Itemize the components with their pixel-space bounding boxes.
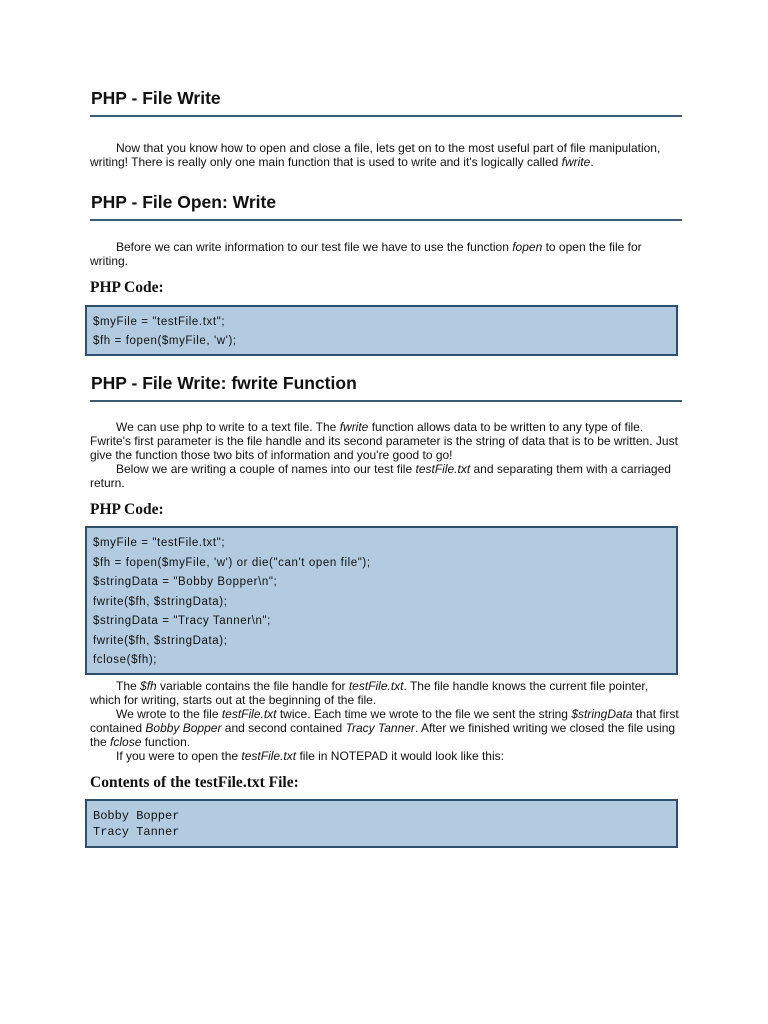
section-title-fwrite-function: PHP - File Write: fwrite Function: [90, 373, 682, 402]
fwrite-paragraph: We can use php to write to a text file. The fwrite function allows data to be written to any type of file. Fwrite's first parameter is the file handle and its second parameter is the string of data that is to be written. Just give the function those two bits of information and you're good to go!: [90, 419, 678, 462]
code-line: $fh = fopen($myFile, 'w') or die("can't open file");: [93, 556, 371, 569]
fopen-paragraph: Before we can write information to our test file we have to use the function fopen to open the file for writing.: [90, 240, 642, 268]
section-title-file-open-write: PHP - File Open: Write: [90, 192, 682, 221]
code-line: fwrite($fh, $stringData);: [93, 595, 228, 608]
notepad-paragraph: If you were to open the testFile.txt file in NOTEPAD it would look like this:: [116, 748, 504, 763]
code-line: $myFile = "testFile.txt";: [93, 315, 226, 328]
writing-names-paragraph: Below we are writing a couple of names into our test file testFile.txt and separating them with a carriaged return.: [90, 461, 671, 490]
file-contents-block: [85, 799, 678, 848]
contents-line: Tracy Tanner: [93, 825, 180, 840]
contents-line: Bobby Bopper: [93, 809, 180, 824]
code-line: $myFile = "testFile.txt";: [93, 537, 226, 550]
code-line: fclose($fh);: [93, 654, 158, 667]
code-block-fopen: [85, 305, 678, 356]
contents-label: Contents of the testFile.txt File:: [90, 773, 299, 791]
code-line: $stringData = "Bobby Bopper\n";: [93, 576, 278, 589]
code-line: fwrite($fh, $stringData);: [93, 634, 228, 647]
code-line: $fh = fopen($myFile, 'w');: [93, 335, 237, 348]
wrote-twice-paragraph: We wrote to the file testFile.txt twice. Each time we wrote to the file we sent the string $stringData that first contained Bobby Bopper and second contained Tracy Tanner. After we finished writing we closed the file using the fclose function.: [90, 706, 679, 749]
code-line: $stringData = "Tracy Tanner\n";: [93, 615, 271, 628]
intro-paragraph: Now that you know how to open and close a file, lets get on to the most useful part of file manipulation, writing! There is really only one main function that is used to write and it's logically called fwrite.: [90, 141, 661, 169]
file-handle-paragraph: The $fh variable contains the file handle for testFile.txt. The file handle knows the current file pointer, which for writing, starts out at the beginning of the file.: [90, 678, 649, 707]
code-label: PHP Code:: [90, 500, 164, 518]
section-title-file-write: PHP - File Write: [90, 88, 682, 117]
code-label: PHP Code:: [90, 279, 164, 296]
code-block-fwrite: [85, 526, 678, 675]
document-page: [90, 88, 682, 848]
